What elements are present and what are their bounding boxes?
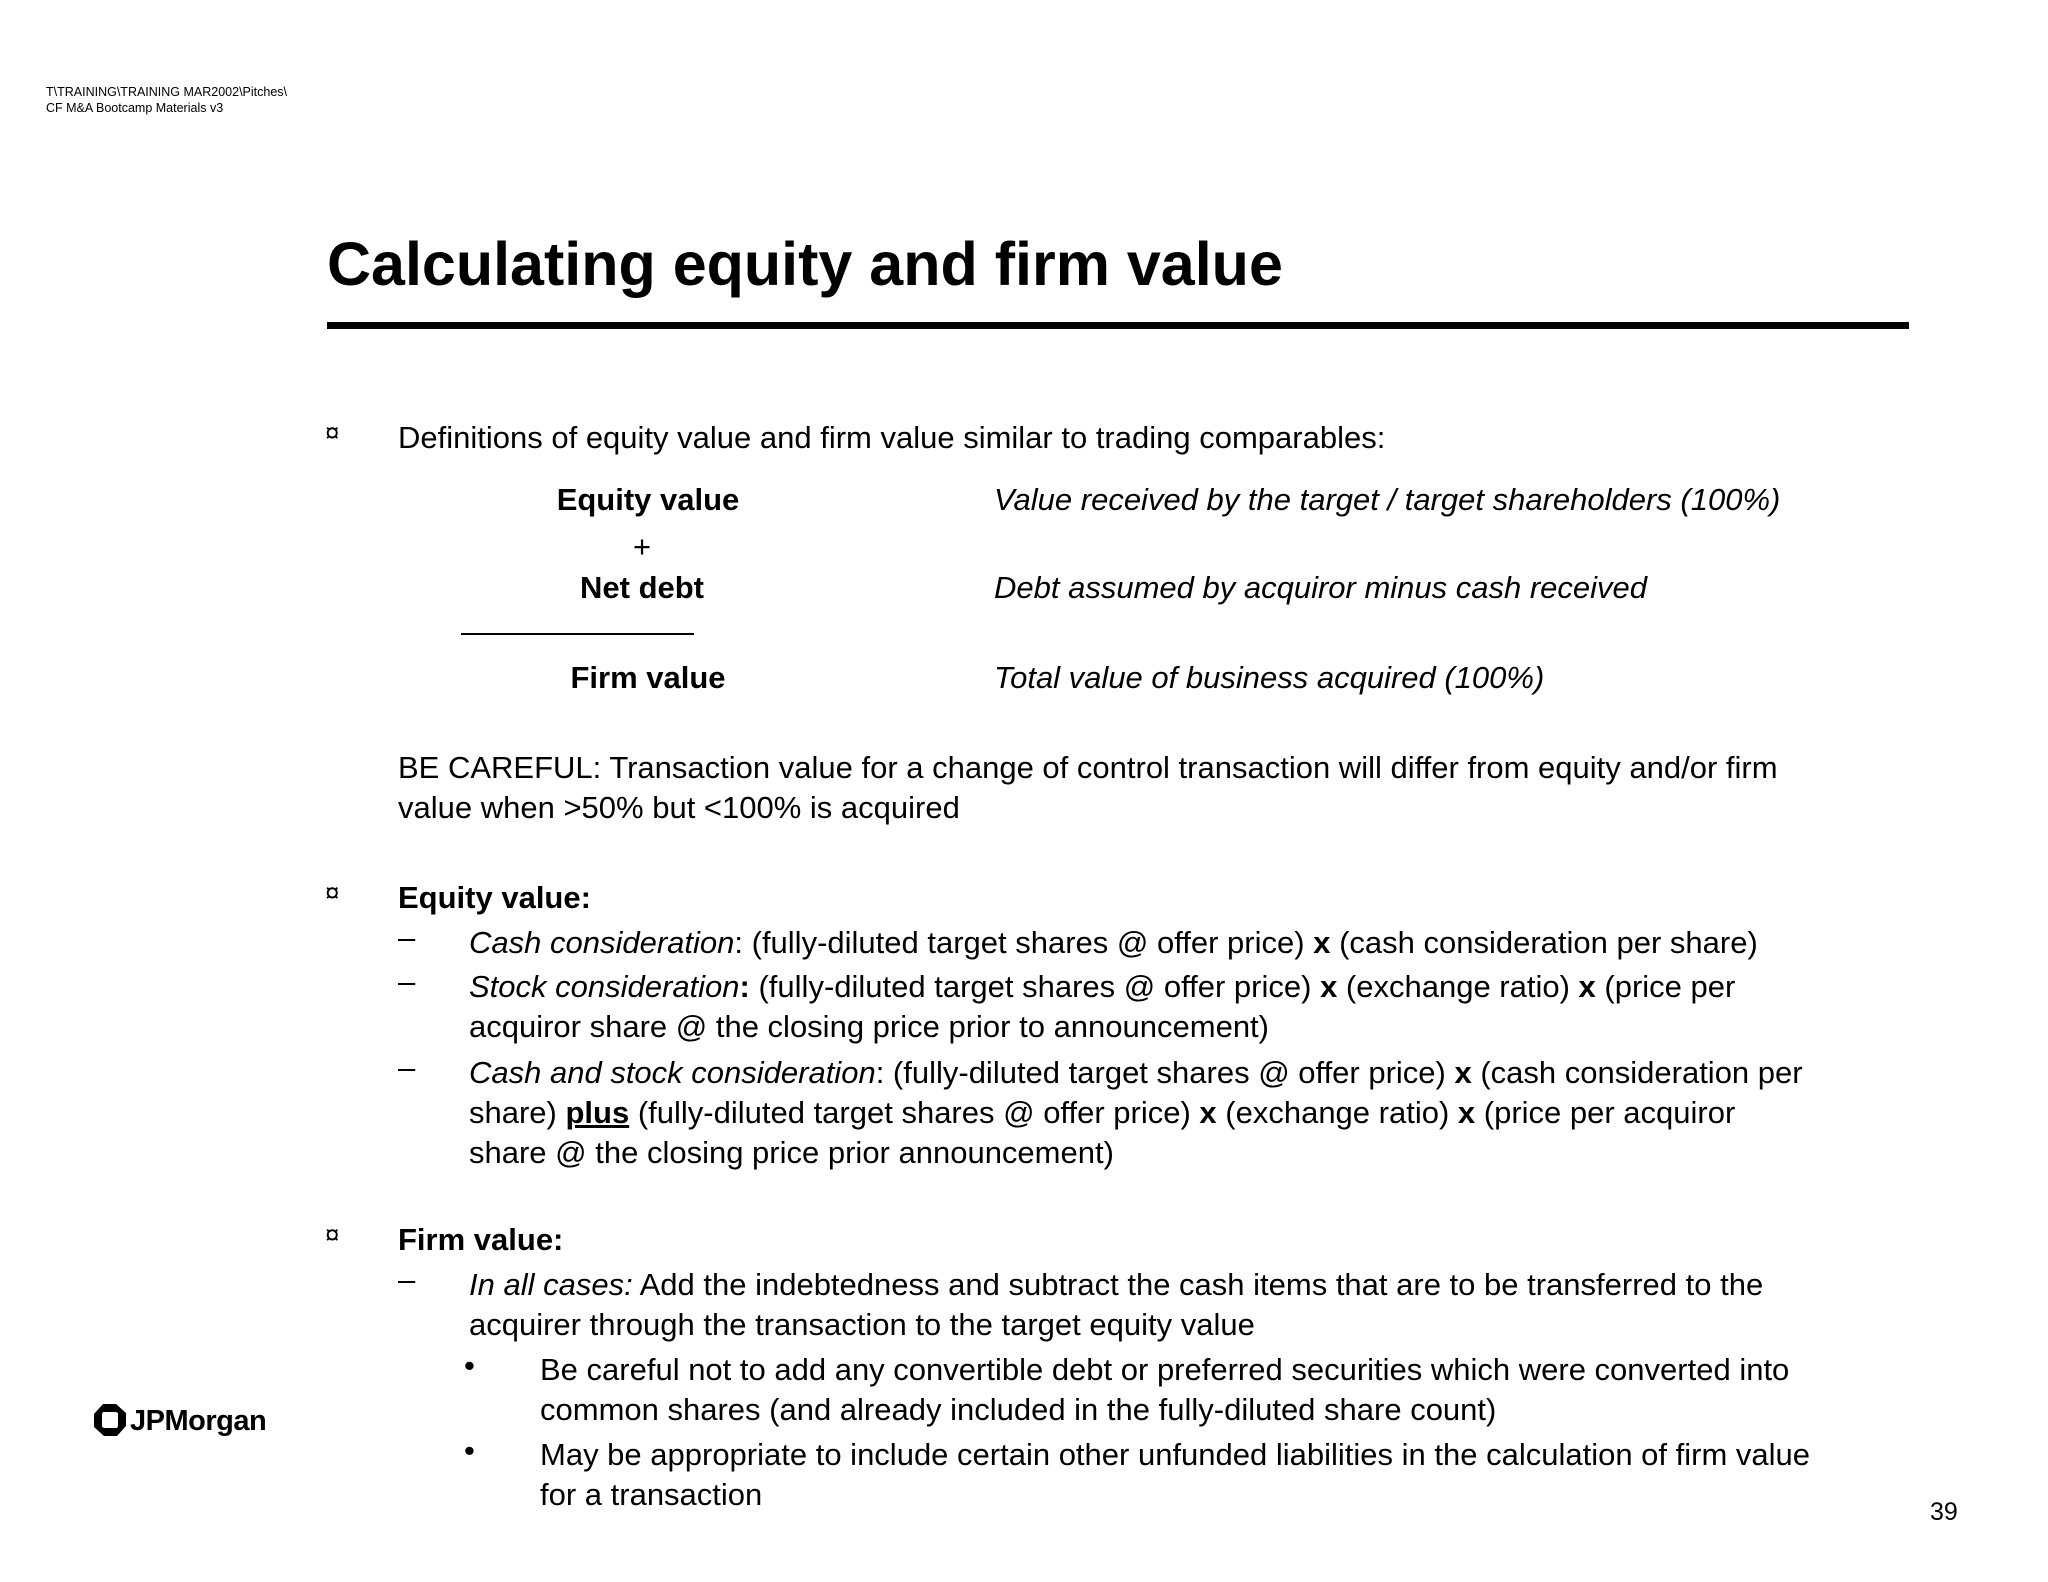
dash-icon: – <box>398 920 416 955</box>
jpmorgan-octagon-icon <box>94 1404 126 1436</box>
definitions-intro: Definitions of equity value and firm value similar to trading comparables: <box>398 420 1386 455</box>
multiply-sign: x <box>1457 1095 1476 1130</box>
jpmorgan-logo-text: JPMorgan <box>130 1405 267 1437</box>
all-cases-line-1 <box>469 1265 1763 1305</box>
desc-firm-value: Total value of business acquired (100%) <box>994 660 1545 695</box>
plus-word: plus <box>565 1095 630 1130</box>
desc-net-debt: Debt assumed by acquiror minus cash received <box>994 570 1648 605</box>
dash-icon: – <box>398 964 416 999</box>
text-segment: Add the indebtedness and subtract the cash items that are to be transferred to the <box>632 1267 1764 1302</box>
file-path <box>46 84 287 116</box>
sum-underline <box>461 633 694 635</box>
text-segment: (cash consideration per share) <box>1330 925 1758 960</box>
careful-convertible-line-2: common shares (and already included in the fully-diluted share count) <box>540 1392 1497 1427</box>
stock-consideration-line-1 <box>469 967 1735 1007</box>
bullet-icon: ¤ <box>325 877 340 907</box>
text-segment: (price per <box>1595 969 1736 1004</box>
desc-equity-value: Value received by the target / target shareholders (100%) <box>994 482 1781 517</box>
cash-stock-consideration-line-1 <box>469 1053 1803 1093</box>
page-title: Calculating equity and firm value <box>327 230 1283 298</box>
text-segment: (fully-diluted target shares @ offer price) <box>749 969 1321 1004</box>
multiply-sign: x <box>1578 969 1596 1004</box>
careful-note-line-1: BE CAREFUL: Transaction value for a change of control transaction will differ from equity and/or firm <box>398 750 1778 785</box>
text-segment: : <box>739 969 750 1004</box>
cash-consideration-label: Cash consideration <box>469 925 735 960</box>
text-segment: (fully-diluted target shares @ offer price) <box>629 1095 1200 1130</box>
multiply-sign: x <box>1313 925 1331 960</box>
file-path-line-1: T\TRAINING\TRAINING MAR2002\Pitches\ <box>46 85 288 99</box>
text-segment: (exchange ratio) <box>1337 969 1579 1004</box>
bullet-dot-icon: • <box>464 1348 475 1383</box>
careful-note-line-2: value when >50% but <100% is acquired <box>398 790 960 825</box>
text-segment: share) <box>469 1095 566 1130</box>
equity-value-heading: Equity value: <box>398 880 591 915</box>
text-segment: : (fully-diluted target shares @ offer price) <box>875 1055 1455 1090</box>
cash-stock-consideration-line-2 <box>469 1093 1735 1133</box>
text-segment: : (fully-diluted target shares @ offer price) <box>734 925 1314 960</box>
dash-icon: – <box>398 1262 416 1297</box>
multiply-sign: x <box>1454 1055 1472 1090</box>
multiply-sign: x <box>1320 969 1338 1004</box>
text-segment: (price per acquiror <box>1475 1095 1736 1130</box>
page-number: 39 <box>1930 1498 1958 1526</box>
file-path-line-2: CF M&A Bootcamp Materials v3 <box>46 101 224 115</box>
jpmorgan-logo <box>94 1404 266 1436</box>
stock-consideration-line-2: acquiror share @ the closing price prior to announcement) <box>469 1009 1269 1044</box>
unfunded-liabilities-line-2: for a transaction <box>540 1477 763 1512</box>
stock-consideration-label: Stock consideration <box>469 969 740 1004</box>
cash-consideration-line <box>469 923 1758 963</box>
cash-stock-consideration-line-3: share @ the closing price prior announcement) <box>469 1135 1114 1170</box>
term-net-debt: Net debt <box>580 570 704 605</box>
title-rule <box>327 322 1909 329</box>
bullet-icon: ¤ <box>325 1219 340 1249</box>
all-cases-label: In all cases: <box>469 1267 633 1302</box>
firm-value-heading: Firm value: <box>398 1222 564 1257</box>
text-segment: (exchange ratio) <box>1216 1095 1458 1130</box>
careful-convertible-line-1: Be careful not to add any convertible debt or preferred securities which were converted into <box>540 1352 1790 1387</box>
all-cases-line-2: acquirer through the transaction to the target equity value <box>469 1307 1255 1342</box>
cash-stock-consideration-label: Cash and stock consideration <box>469 1055 876 1090</box>
text-segment: (cash consideration per <box>1471 1055 1803 1090</box>
multiply-sign: x <box>1199 1095 1217 1130</box>
term-firm-value: Firm value <box>570 660 726 695</box>
unfunded-liabilities-line-1: May be appropriate to include certain other unfunded liabilities in the calculation of firm value <box>540 1437 1811 1472</box>
bullet-icon: ¤ <box>325 417 340 447</box>
term-equity-value: Equity value <box>556 482 740 517</box>
bullet-dot-icon: • <box>464 1433 475 1468</box>
plus-sign: + <box>632 529 652 564</box>
dash-icon: – <box>398 1050 416 1085</box>
